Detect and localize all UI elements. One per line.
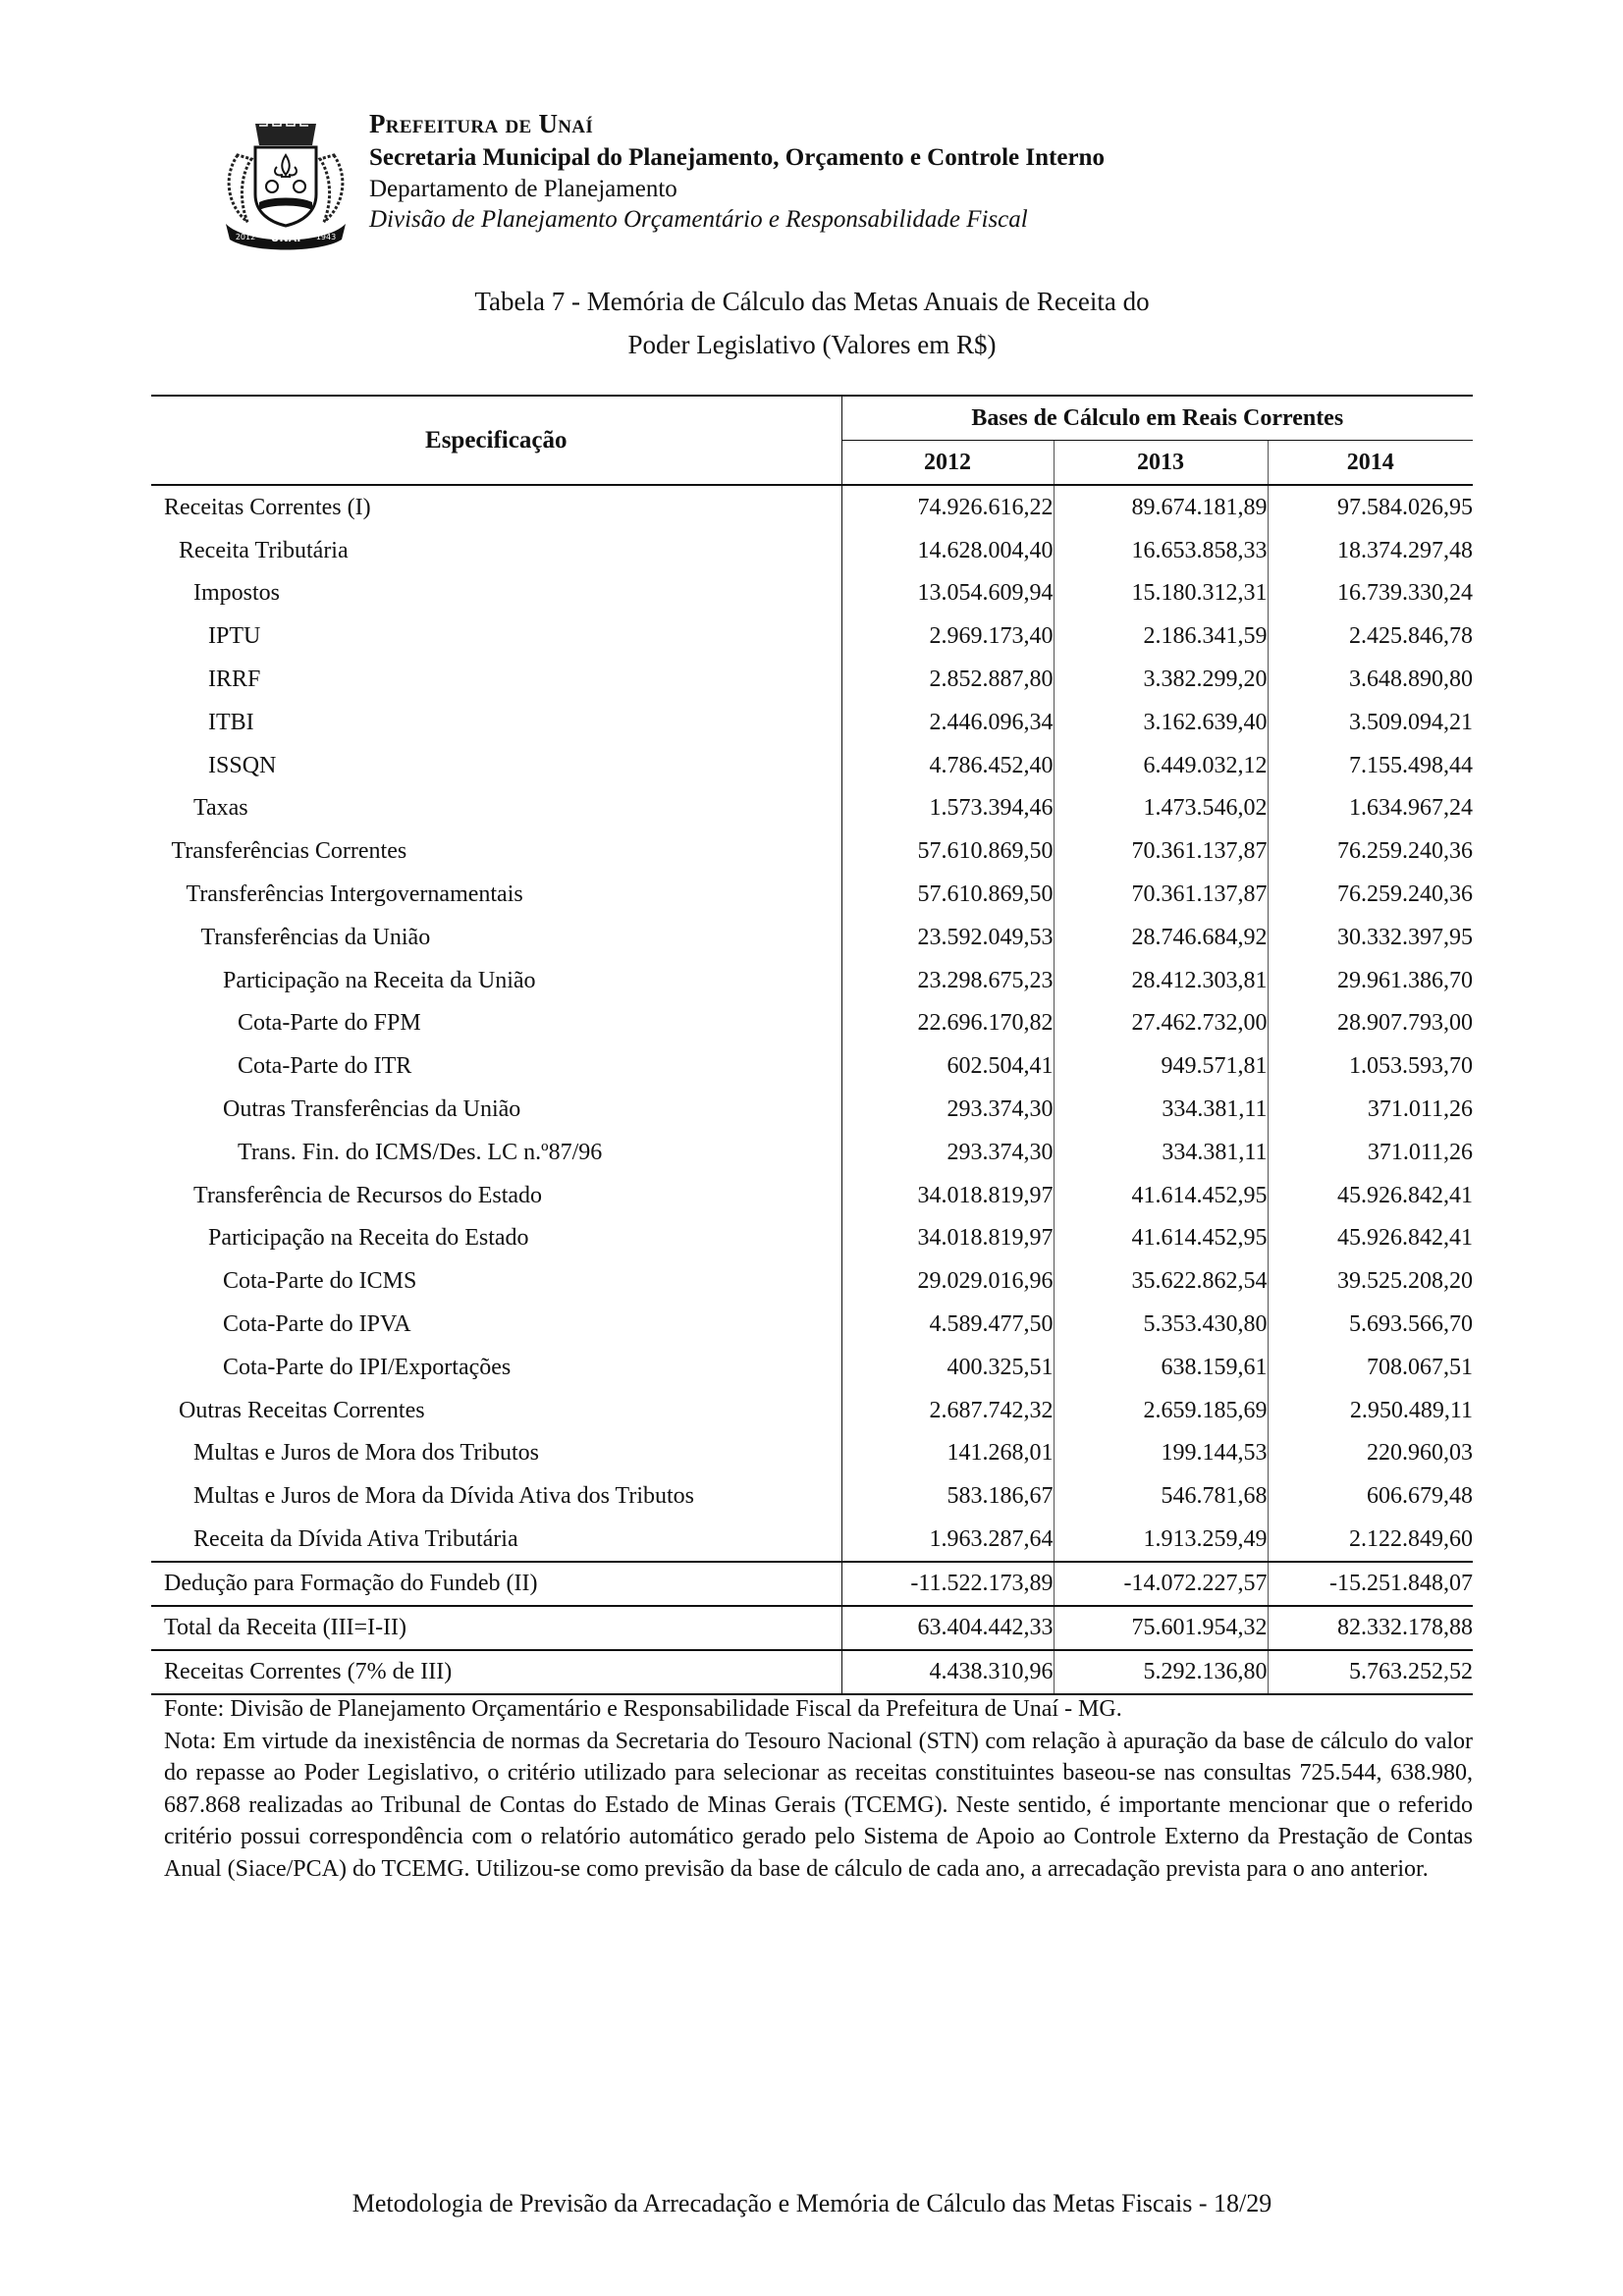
cell-value: 13.054.609,94 — [917, 580, 1054, 607]
letterhead-departamento: Departamento de Planejamento — [369, 176, 677, 202]
cell-value: 141.268,01 — [947, 1440, 1054, 1467]
cell-value: 41.614.452,95 — [1054, 1217, 1268, 1260]
cell-value: 45.926.842,41 — [1268, 1174, 1473, 1217]
cell-value: 5.763.252,52 — [1268, 1650, 1473, 1694]
svg-text:2012: 2012 — [235, 233, 256, 241]
table-row — [151, 701, 1473, 744]
cell-value: 3.648.890,80 — [1268, 658, 1473, 701]
table-title-line-2: Poder Legislativo (Valores em R$) — [627, 330, 997, 359]
table-row — [151, 744, 1473, 787]
cell-value: 1.573.394,46 — [929, 795, 1054, 822]
table-notes — [164, 1693, 1473, 1886]
row-label: Outras Receitas Correntes — [151, 1389, 841, 1432]
column-header-especificacao: Especificação — [151, 396, 841, 485]
row-label: Cota-Parte do ITR — [151, 1044, 841, 1088]
table-row — [151, 614, 1473, 658]
summary-row — [151, 1562, 1473, 1606]
cell-value: 22.696.170,82 — [917, 1010, 1054, 1037]
cell-value: 28.412.303,81 — [1054, 959, 1268, 1002]
row-label: Receitas Correntes (I) — [151, 485, 841, 529]
row-label: Impostos — [151, 572, 841, 615]
row-label: Dedução para Formação do Fundeb (II) — [151, 1562, 841, 1606]
cell-value: 2.852.887,80 — [929, 667, 1054, 693]
row-label: Trans. Fin. do ICMS/Des. LC n.º87/96 — [151, 1131, 841, 1174]
cell-value: 5.353.430,80 — [1054, 1303, 1268, 1346]
svg-text:UNAÍ: UNAÍ — [270, 232, 301, 244]
cell-value: 74.926.616,22 — [917, 494, 1054, 520]
row-label: ISSQN — [151, 744, 841, 787]
row-label: Multas e Juros de Mora dos Tributos — [151, 1432, 841, 1475]
cell-value: 4.786.452,40 — [929, 752, 1054, 778]
cell-value: 220.960,03 — [1268, 1432, 1473, 1475]
table-row — [151, 829, 1473, 873]
table-row — [151, 1389, 1473, 1432]
table-row — [151, 658, 1473, 701]
cell-value: 3.509.094,21 — [1268, 701, 1473, 744]
cell-value: 3.162.639,40 — [1054, 701, 1268, 744]
column-header-year: 2013 — [1054, 441, 1268, 486]
row-label: Taxas — [151, 787, 841, 830]
table-row — [151, 1518, 1473, 1562]
cell-value: 97.584.026,95 — [1268, 485, 1473, 529]
cell-value: 63.404.442,33 — [841, 1606, 1054, 1650]
row-label: Outras Transferências da União — [151, 1088, 841, 1131]
methodology-note: Nota: Em virtude da inexistência de normas da Secretaria do Tesouro Nacional (STN) com relação à apuração da base de cálculo do valor do repasse ao Poder Legislativo, o critério utilizado para selecionar as receitas constituintes baseou-se nas consultas 725.544, 638.980, 687.868 realizadas ao Tribunal de Contas do Estado de Minas Gerais (TCEMG). Neste sentido, é importante mencionar que o referido critério possui correspondência com o relatório automático gerado pelo Sistema de Apoio ao Controle Externo da Prestação de Contas Anual (Siace/PCA) do TCEMG. Utilizou-se como previsão da base de cálculo de cada ano, a arrecadação prevista para o ano anterior. — [164, 1728, 1473, 1882]
cell-value: 1.913.259,49 — [1054, 1518, 1268, 1562]
cell-value: 546.781,68 — [1054, 1474, 1268, 1518]
cell-value: 2.969.173,40 — [929, 623, 1054, 650]
letterhead-prefeitura: Prefeitura de Unaí — [369, 109, 594, 138]
cell-value: 334.381,11 — [1054, 1088, 1268, 1131]
cell-value: 2.446.096,34 — [929, 709, 1054, 735]
cell-value: 18.374.297,48 — [1268, 529, 1473, 572]
cell-value: 949.571,81 — [1054, 1044, 1268, 1088]
cell-value: 371.011,26 — [1268, 1131, 1473, 1174]
cell-value: 82.332.178,88 — [1268, 1606, 1473, 1650]
table-row — [151, 873, 1473, 916]
table-row — [151, 1044, 1473, 1088]
table-row — [151, 959, 1473, 1002]
table-row — [151, 1088, 1473, 1131]
column-header-year: 2014 — [1268, 441, 1473, 486]
row-label: Transferência de Recursos do Estado — [151, 1174, 841, 1217]
cell-value: 41.614.452,95 — [1054, 1174, 1268, 1217]
summary-row — [151, 1650, 1473, 1694]
cell-value: 583.186,67 — [947, 1483, 1054, 1510]
row-label: Receita da Dívida Ativa Tributária — [151, 1518, 841, 1562]
table-row — [151, 529, 1473, 572]
row-label: Cota-Parte do FPM — [151, 1002, 841, 1045]
cell-value: 1.473.546,02 — [1054, 787, 1268, 830]
table-row — [151, 1303, 1473, 1346]
row-label: Participação na Receita da União — [151, 959, 841, 1002]
row-label: Total da Receita (III=I-II) — [151, 1606, 841, 1650]
table-row — [151, 916, 1473, 959]
row-label: Transferências Intergovernamentais — [151, 873, 841, 916]
cell-value: 371.011,26 — [1268, 1088, 1473, 1131]
table-row — [151, 1432, 1473, 1475]
cell-value: 293.374,30 — [947, 1139, 1054, 1165]
cell-value: 57.610.869,50 — [917, 838, 1054, 865]
table-row — [151, 1474, 1473, 1518]
table-row — [151, 787, 1473, 830]
row-label: IPTU — [151, 614, 841, 658]
cell-value: 1.963.287,64 — [929, 1526, 1054, 1553]
cell-value: 2.687.742,32 — [929, 1397, 1054, 1423]
row-label: Multas e Juros de Mora da Dívida Ativa dos Tributos — [151, 1474, 841, 1518]
cell-value: 1.634.967,24 — [1268, 787, 1473, 830]
cell-value: 638.159,61 — [1054, 1346, 1268, 1389]
cell-value: 5.693.566,70 — [1268, 1303, 1473, 1346]
cell-value: 4.438.310,96 — [841, 1650, 1054, 1694]
cell-value: 2.950.489,11 — [1268, 1389, 1473, 1432]
cell-value: 1.053.593,70 — [1268, 1044, 1473, 1088]
row-label: Cota-Parte do ICMS — [151, 1259, 841, 1303]
table-row — [151, 1174, 1473, 1217]
cell-value: 16.739.330,24 — [1268, 572, 1473, 615]
letterhead-divisao: Divisão de Planejamento Orçamentário e Responsabilidade Fiscal — [369, 206, 1028, 233]
cell-value: 2.659.185,69 — [1054, 1389, 1268, 1432]
cell-value: 29.961.386,70 — [1268, 959, 1473, 1002]
row-label: Participação na Receita do Estado — [151, 1217, 841, 1260]
cell-value: 606.679,48 — [1268, 1474, 1473, 1518]
cell-value: -15.251.848,07 — [1268, 1562, 1473, 1606]
letterhead-secretaria: Secretaria Municipal do Planejamento, Orçamento e Controle Interno — [369, 144, 1105, 171]
row-label: Receita Tributária — [151, 529, 841, 572]
cell-value: 199.144,53 — [1054, 1432, 1268, 1475]
revenue-table — [151, 395, 1473, 1695]
cell-value: -11.522.173,89 — [841, 1562, 1054, 1606]
table-row — [151, 485, 1473, 529]
cell-value: 602.504,41 — [947, 1053, 1054, 1080]
cell-value: 30.332.397,95 — [1268, 916, 1473, 959]
table-row — [151, 1002, 1473, 1045]
cell-value: 57.610.869,50 — [917, 881, 1054, 908]
cell-value: 400.325,51 — [947, 1354, 1054, 1380]
cell-value: -14.072.227,57 — [1054, 1562, 1268, 1606]
source-note: Fonte: Divisão de Planejamento Orçamentário e Responsabilidade Fiscal da Prefeitura de Unaí - MG. — [164, 1696, 1122, 1722]
cell-value: 28.746.684,92 — [1054, 916, 1268, 959]
table-row — [151, 1346, 1473, 1389]
cell-value: 34.018.819,97 — [917, 1182, 1054, 1208]
row-label: Transferências da União — [151, 916, 841, 959]
cell-value: 23.298.675,23 — [917, 967, 1054, 993]
coat-of-arms-icon — [218, 116, 353, 251]
cell-value: 2.186.341,59 — [1054, 614, 1268, 658]
table-row — [151, 1217, 1473, 1260]
row-label: Transferências Correntes — [151, 829, 841, 873]
cell-value: 293.374,30 — [947, 1096, 1054, 1123]
cell-value: 45.926.842,41 — [1268, 1217, 1473, 1260]
table-row — [151, 1131, 1473, 1174]
column-group-header: Bases de Cálculo em Reais Correntes — [841, 396, 1473, 441]
summary-row — [151, 1606, 1473, 1650]
cell-value: 708.067,51 — [1268, 1346, 1473, 1389]
cell-value: 7.155.498,44 — [1268, 744, 1473, 787]
cell-value: 70.361.137,87 — [1054, 829, 1268, 873]
row-label: Cota-Parte do IPVA — [151, 1303, 841, 1346]
svg-text:1943: 1943 — [315, 233, 337, 241]
table-row — [151, 572, 1473, 615]
row-label: IRRF — [151, 658, 841, 701]
cell-value: 89.674.181,89 — [1054, 485, 1268, 529]
cell-value: 27.462.732,00 — [1054, 1002, 1268, 1045]
page-footer: Metodologia de Previsão da Arrecadação e Memória de Cálculo das Metas Fiscais - 18/29 — [352, 2189, 1272, 2217]
row-label: Receitas Correntes (7% de III) — [151, 1650, 841, 1694]
column-header-year: 2012 — [841, 441, 1054, 486]
cell-value: 76.259.240,36 — [1268, 873, 1473, 916]
cell-value: 5.292.136,80 — [1054, 1650, 1268, 1694]
cell-value: 4.589.477,50 — [929, 1311, 1054, 1338]
cell-value: 70.361.137,87 — [1054, 873, 1268, 916]
cell-value: 334.381,11 — [1054, 1131, 1268, 1174]
table-row — [151, 1259, 1473, 1303]
cell-value: 14.628.004,40 — [917, 537, 1054, 563]
cell-value: 75.601.954,32 — [1054, 1606, 1268, 1650]
cell-value: 3.382.299,20 — [1054, 658, 1268, 701]
cell-value: 6.449.032,12 — [1054, 744, 1268, 787]
cell-value: 23.592.049,53 — [917, 924, 1054, 950]
cell-value: 35.622.862,54 — [1054, 1259, 1268, 1303]
cell-value: 76.259.240,36 — [1268, 829, 1473, 873]
cell-value: 29.029.016,96 — [917, 1268, 1054, 1295]
cell-value: 2.425.846,78 — [1268, 614, 1473, 658]
cell-value: 34.018.819,97 — [917, 1225, 1054, 1252]
cell-value: 28.907.793,00 — [1268, 1002, 1473, 1045]
cell-value: 16.653.858,33 — [1054, 529, 1268, 572]
cell-value: 2.122.849,60 — [1268, 1518, 1473, 1562]
cell-value: 15.180.312,31 — [1054, 572, 1268, 615]
cell-value: 39.525.208,20 — [1268, 1259, 1473, 1303]
row-label: ITBI — [151, 701, 841, 744]
row-label: Cota-Parte do IPI/Exportações — [151, 1346, 841, 1389]
table-title-line-1: Tabela 7 - Memória de Cálculo das Metas Anuais de Receita do — [474, 287, 1150, 316]
